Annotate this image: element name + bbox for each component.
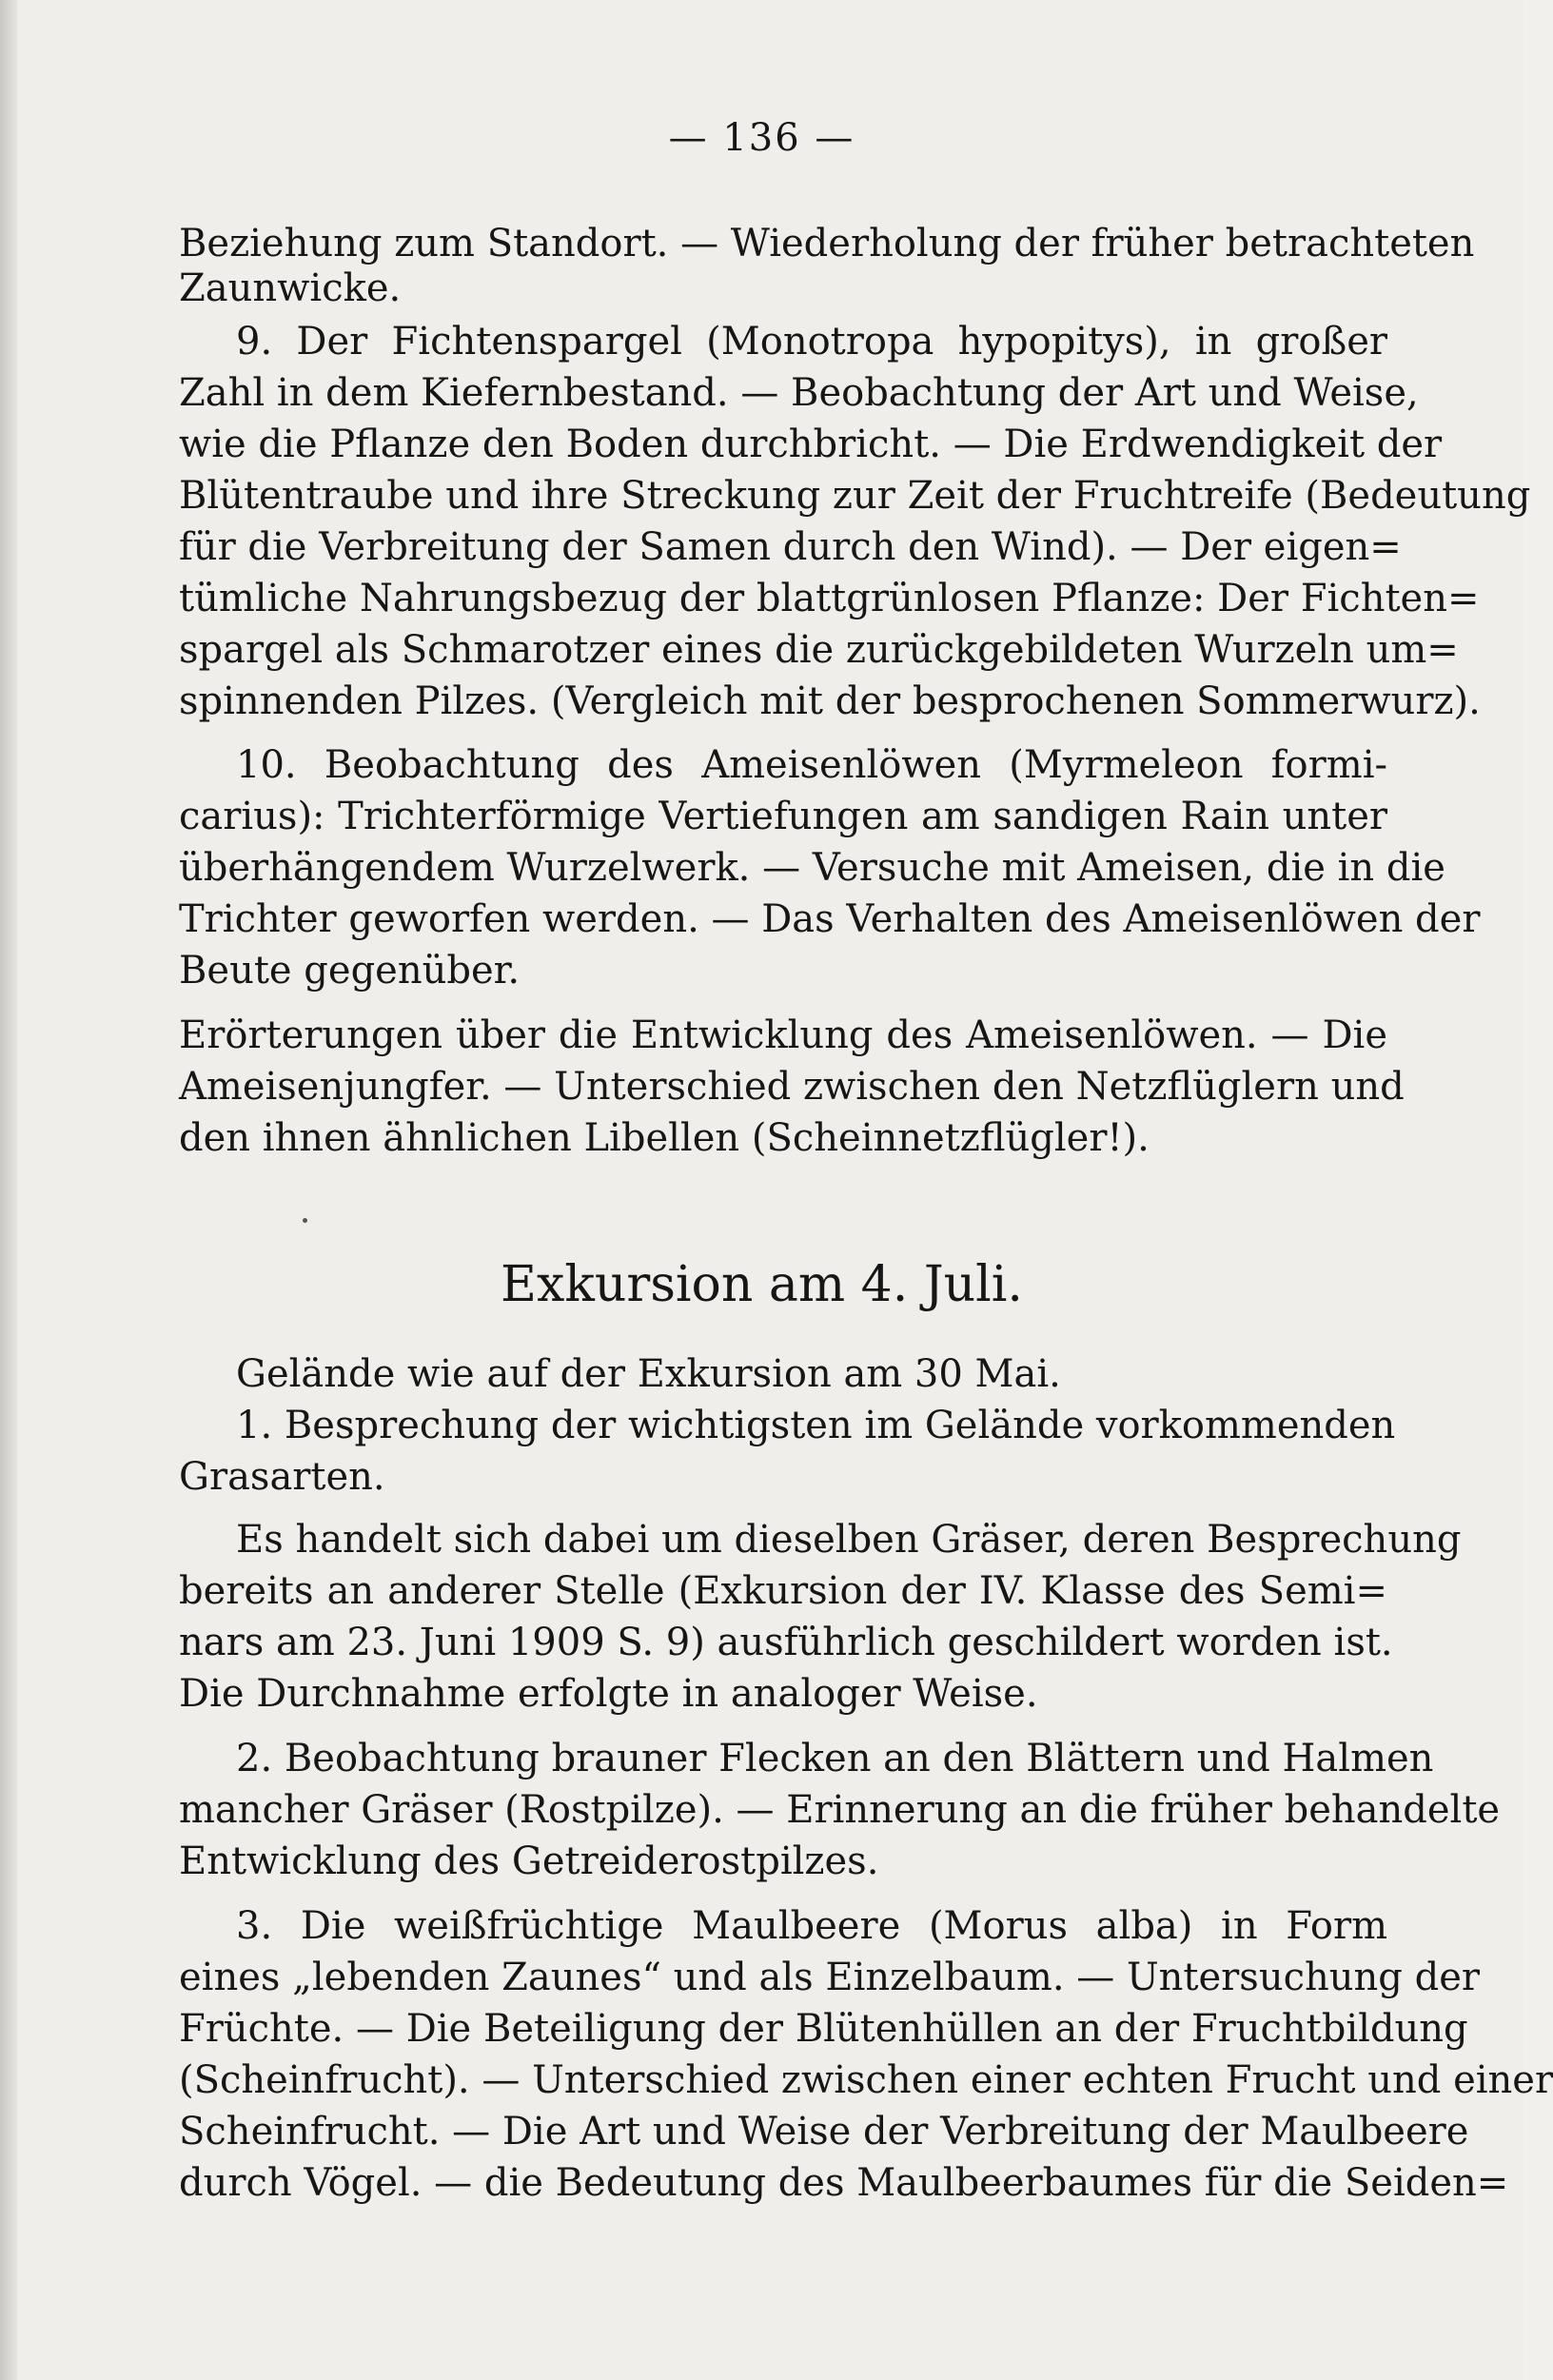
text-line: 2. Beobachtung brauner Flecken an den Blättern und Halmen	[236, 1737, 1434, 1780]
text-line: Beute gegenüber.	[179, 949, 521, 993]
text-line: Erörterungen über die Entwicklung des Ameisenlöwen. — Die	[179, 1013, 1387, 1057]
text-line: wie die Pflanze den Boden durchbricht. — Die Erdwendigkeit der	[179, 423, 1443, 466]
text-line: carius): Trichterförmige Vertiefungen am sandigen Rain unter	[179, 795, 1387, 838]
text-line: Ameisenjungfer. — Unterschied zwischen den Netzflüglern und	[179, 1065, 1405, 1109]
text-line: Blütentraube und ihre Streckung zur Zeit der Fruchtreife (Bedeutung	[179, 474, 1531, 518]
text-line: mancher Gräser (Rostpilze). — Erinnerung an die früher behandelte	[179, 1788, 1501, 1832]
text-line: Beziehung zum Standort. — Wiederholung der früher betrachteten	[179, 222, 1475, 266]
text-line: überhängendem Wurzelwerk. — Versuche mit Ameisen, die in die	[179, 846, 1445, 890]
text-line: durch Vögel. — die Bedeutung des Maulbeerbaumes für die Seiden=	[179, 2161, 1509, 2205]
text-line: Trichter geworfen werden. — Das Verhalten des Ameisenlöwen der	[179, 897, 1481, 941]
page-number: — 136 —	[668, 116, 855, 160]
text-line: Zaunwicke.	[179, 266, 402, 310]
text-line: 1. Besprechung der wichtigsten im Gelände vorkommenden	[236, 1404, 1396, 1447]
print-speck	[303, 1218, 307, 1223]
text-line: Es handelt sich dabei um dieselben Gräser, deren Besprechung	[236, 1518, 1462, 1562]
text-line: bereits an anderer Stelle (Exkursion der IV. Klasse des Semi=	[179, 1569, 1387, 1613]
text-line: Gelände wie auf der Exkursion am 30 Mai.	[236, 1352, 1061, 1396]
page-binding-shadow	[0, 0, 17, 2380]
text-line: eines „lebenden Zaunes“ und als Einzelbaum. — Untersuchung der	[179, 1956, 1480, 1999]
text-line: für die Verbreitung der Samen durch den Wind). — Der eigen=	[179, 525, 1402, 569]
text-line: Früchte. — Die Beteiligung der Blütenhüllen an der Fruchtbildung	[179, 2007, 1468, 2051]
text-line: 9. Der Fichtenspargel (Monotropa hypopitys), in großer	[236, 320, 1387, 364]
text-line: Scheinfrucht. — Die Art und Weise der Verbreitung der Maulbeere	[179, 2110, 1469, 2154]
text-line: Die Durchnahme erfolgte in analoger Weise.	[179, 1672, 1038, 1716]
text-line: nars am 23. Juni 1909 S. 9) ausführlich geschildert worden ist.	[179, 1621, 1393, 1664]
text-line: (Scheinfrucht). — Unterschied zwischen einer echten Frucht und einer	[179, 2058, 1553, 2102]
text-line: spargel als Schmarotzer eines die zurückgebildeten Wurzeln um=	[179, 628, 1459, 672]
text-line: Entwicklung des Getreiderostpilzes.	[179, 1839, 879, 1883]
text-line: Zahl in dem Kiefernbestand. — Beobachtung der Art und Weise,	[179, 371, 1419, 415]
text-line: den ihnen ähnlichen Libellen (Scheinnetzflügler!).	[179, 1116, 1150, 1160]
text-line: Grasarten.	[179, 1455, 385, 1499]
text-line: spinnenden Pilzes. (Vergleich mit der besprochenen Sommerwurz).	[179, 679, 1481, 723]
text-line: tümliche Nahrungsbezug der blattgrünlosen Pflanze: Der Fichten=	[179, 577, 1480, 620]
text-line: 10. Beobachtung des Ameisenlöwen (Myrmeleon formi-	[236, 743, 1387, 787]
section-heading: Exkursion am 4. Juli.	[501, 1256, 1023, 1313]
text-line: 3. Die weißfrüchtige Maulbeere (Morus alba) in Form	[236, 1904, 1387, 1948]
